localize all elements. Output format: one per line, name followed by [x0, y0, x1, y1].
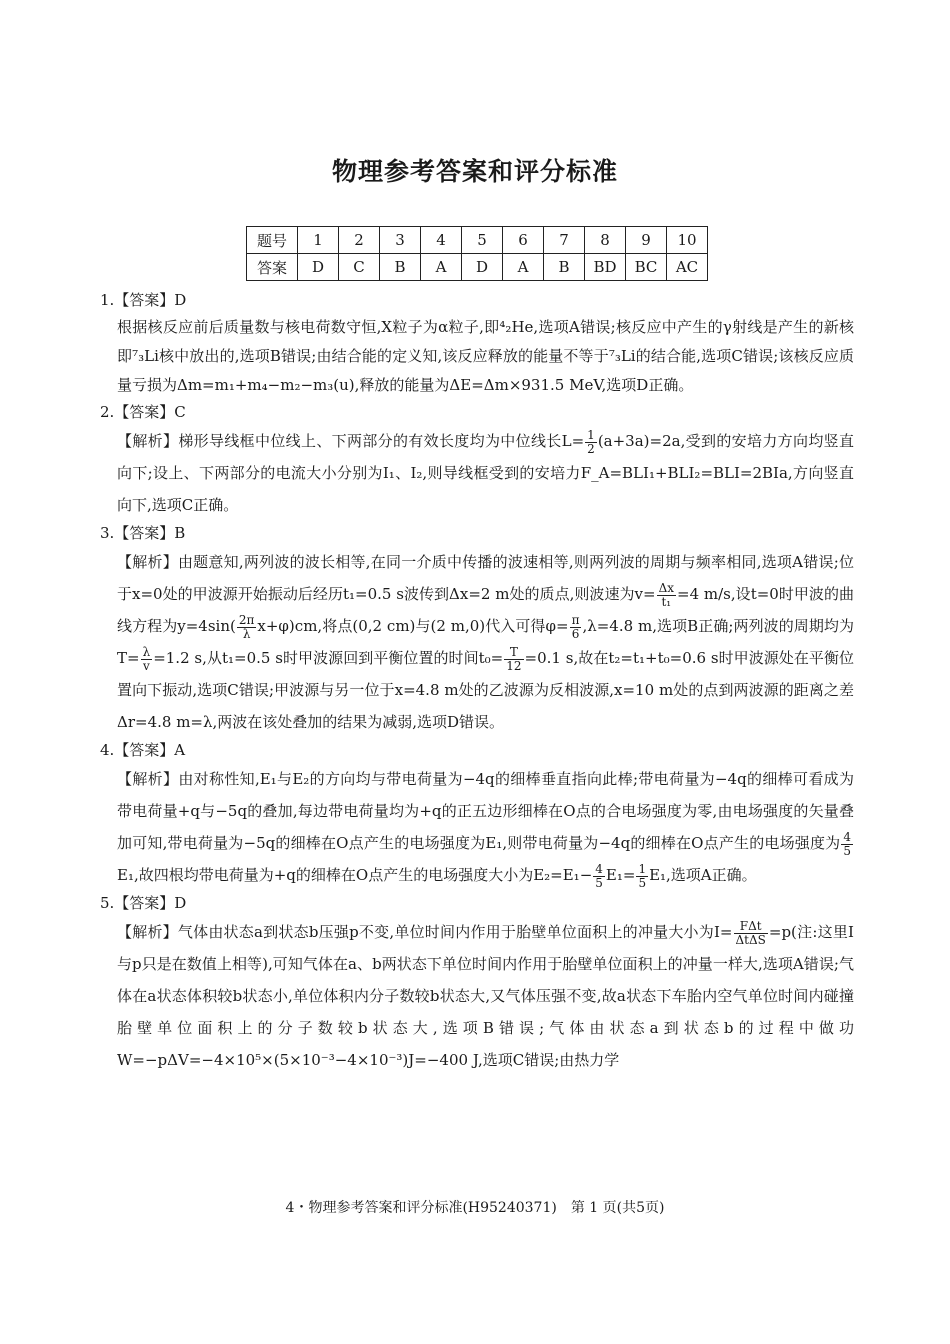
- fraction-numerator: 1: [638, 861, 647, 876]
- question-number-cell: 8: [585, 227, 626, 254]
- q3-text: =1.2 s,从t₁=0.5 s时甲波源回到平衡位置的时间t₀=: [153, 649, 504, 667]
- q5-text: 【解析】气体由状态a到状态b压强p不变,单位时间内作用于胎壁单位面积上的冲量大小为I=: [117, 923, 733, 941]
- q3-text: ,λ=4.8 m,选项B正确;两列波的周期均为T=: [117, 617, 854, 667]
- fraction-numerator: T: [504, 646, 523, 660]
- q2-fraction: [585, 429, 597, 456]
- answer-cell: B: [544, 254, 585, 281]
- fraction-denominator: t₁: [661, 594, 672, 609]
- q3-text: =4 m/s,设t=0时甲波的曲线方程为y=4sin(: [117, 585, 854, 635]
- q4-explanation: [117, 763, 854, 891]
- answer-table: [246, 226, 708, 281]
- fraction-denominator: 12: [506, 658, 522, 673]
- q3-fraction: [141, 646, 153, 673]
- q4-text: E₁,选项A正确。: [649, 866, 757, 884]
- fraction-numerator: Δx: [658, 580, 674, 595]
- q2-explanation: [117, 425, 854, 521]
- fraction-denominator: v: [142, 658, 150, 673]
- q2-answer-label: 2.【答案】C: [100, 403, 186, 421]
- q3-text: x+φ)cm,将点(0,2 cm)与(2 m,0)代入可得φ=: [257, 617, 569, 635]
- answer-cell: B: [380, 254, 421, 281]
- q3-answer-label: 3.【答案】B: [100, 524, 186, 542]
- q5-explanation: [117, 916, 854, 1076]
- q3-text: 【解析】由题意知,两列波的波长相等,在同一介质中传播的波速相等,则两列波的周期与频率相同,选项A错误;位于x=0处的甲波源开始振动后经历t₁=0.5 s波传到Δx=2 m处的质点,则波速为v=: [117, 553, 854, 603]
- answer-cell: D: [462, 254, 503, 281]
- fraction-denominator: 5: [638, 875, 647, 890]
- table-row: [247, 227, 708, 254]
- fraction-numerator: 4: [595, 861, 603, 876]
- fraction-numerator: 1: [587, 427, 595, 442]
- q4-fraction: [593, 863, 605, 890]
- question-number-cell: 4: [421, 227, 462, 254]
- fraction-denominator: λ: [242, 626, 251, 641]
- answer-cell: D: [298, 254, 339, 281]
- q2-text: 【解析】梯形导线框中位线上、下两部分的有效长度均为中位线长L=: [117, 432, 585, 450]
- q1-answer-label: 1.【答案】D: [100, 291, 187, 309]
- q3-fraction: [237, 614, 257, 641]
- table-header-number: 题号: [247, 227, 298, 254]
- q1-explanation: 根据核反应前后质量数与核电荷数守恒,X粒子为α粒子,即⁴₂He,选项A错误;核反应中产生的γ射线是产生的新核即⁷₃Li核中放出的,选项B错误;由结合能的定义知,该反应释放的能量不等于⁷₃Li的结合能,选项C错误;该核反应质量亏损为Δm=m₁+m₄−m₂−m₃(u),释放的能量为ΔE=Δm×931.5 MeV,选项D正确。: [117, 318, 854, 394]
- page-title: 物理参考答案和评分标准: [331, 157, 618, 186]
- fraction-denominator: 5: [595, 875, 603, 890]
- q3-text: =0.1 s,故在t₂=t₁+t₀=0.6 s时甲波源处在平衡位置向下振动,选项C错误;甲波源与另一位于x=4.8 m处的乙波源为反相波源,x=10 m处的点到两波源的距离之差Δr=4.8 m=λ,两波在该处叠加的结果为减弱,选项D错误。: [117, 649, 855, 731]
- q4-text: 【解析】由对称性知,E₁与E₂的方向均与带电荷量为−4q的细棒垂直指向此棒;带电荷量为−4q的细棒可看成为带电荷量+q与−5q的叠加,每边带电荷量均为+q的正五边形细棒在O点的合电场强度为零,由电场强度的矢量叠加可知,带电荷量为−5q的细棒在O点产生的电场强度为E₁,则带电荷量为−4q的细棒在O点产生的电场强度为: [117, 770, 854, 852]
- table-row: [247, 254, 708, 281]
- fraction-denominator: ΔtΔS: [735, 932, 766, 947]
- answer-cell: C: [339, 254, 380, 281]
- question-number-cell: 3: [380, 227, 421, 254]
- question-number-cell: 5: [462, 227, 503, 254]
- q4-text: E₁,故四根均带电荷量为+q的细棒在O点产生的电场强度大小为E₂=E₁−: [117, 866, 593, 884]
- fraction-numerator: λ: [142, 644, 151, 659]
- fraction-denominator: 2: [587, 441, 595, 456]
- answer-cell: AC: [667, 254, 708, 281]
- question-number-cell: 10: [667, 227, 708, 254]
- answer-cell: A: [421, 254, 462, 281]
- answer-explanations: [100, 288, 854, 1076]
- answer-cell: A: [503, 254, 544, 281]
- answer-cell: BC: [626, 254, 667, 281]
- fraction-denominator: 5: [843, 843, 851, 858]
- q4-text: E₁=: [605, 866, 636, 884]
- fraction-numerator: π: [571, 612, 580, 627]
- table-header-answer: 答案: [247, 254, 298, 281]
- q5-text: =p(注:这里I与p只是在数值上相等),可知气体在a、b两状态下单位时间内作用于胎壁单位面积上的冲量一样大,选项A错误;气体在a状态体积较b状态小,单位体积内分子数较b状态大,又气体压强不变,故a状态下车胎内空气单位时间内碰撞胎壁单位面积上的分子数较b状态大,选项B错误;气体由状态a到状态b的过程中做功W=−pΔV=−4×10⁵×(5×10⁻³−4×10⁻³)J=−400 J,选项C错误;由热力学: [117, 923, 854, 1069]
- q4-answer-label: 4.【答案】A: [100, 741, 186, 759]
- q5-fraction: [734, 920, 768, 947]
- fraction-numerator: 2π: [238, 612, 255, 627]
- question-number-cell: 7: [544, 227, 585, 254]
- q3-explanation: [117, 546, 854, 738]
- q3-fraction: [657, 582, 676, 609]
- answer-cell: BD: [585, 254, 626, 281]
- question-number-cell: 6: [503, 227, 544, 254]
- q3-fraction: [570, 614, 582, 641]
- q4-fraction: [636, 863, 648, 890]
- q5-answer-label: 5.【答案】D: [100, 894, 187, 912]
- fraction-denominator: 6: [571, 626, 580, 641]
- question-number-cell: 1: [298, 227, 339, 254]
- q3-fraction: [504, 646, 523, 673]
- q4-fraction: [841, 831, 853, 858]
- question-number-cell: 2: [339, 227, 380, 254]
- question-number-cell: 9: [626, 227, 667, 254]
- fraction-numerator: FΔt: [734, 920, 768, 934]
- fraction-numerator: 4: [843, 829, 851, 844]
- page-footer: 4・物理参考答案和评分标准(H95240371) 第 1 页(共5页): [285, 1200, 665, 1216]
- q2-text: (a+3a)=2a,受到的安培力方向均竖直向下;设上、下两部分的电流大小分别为I₁、I₂,则导线框受到的安培力F_A=BLI₁+BLI₂=BLI=2BIa,方向竖直向下,选项C正确。: [117, 432, 854, 514]
